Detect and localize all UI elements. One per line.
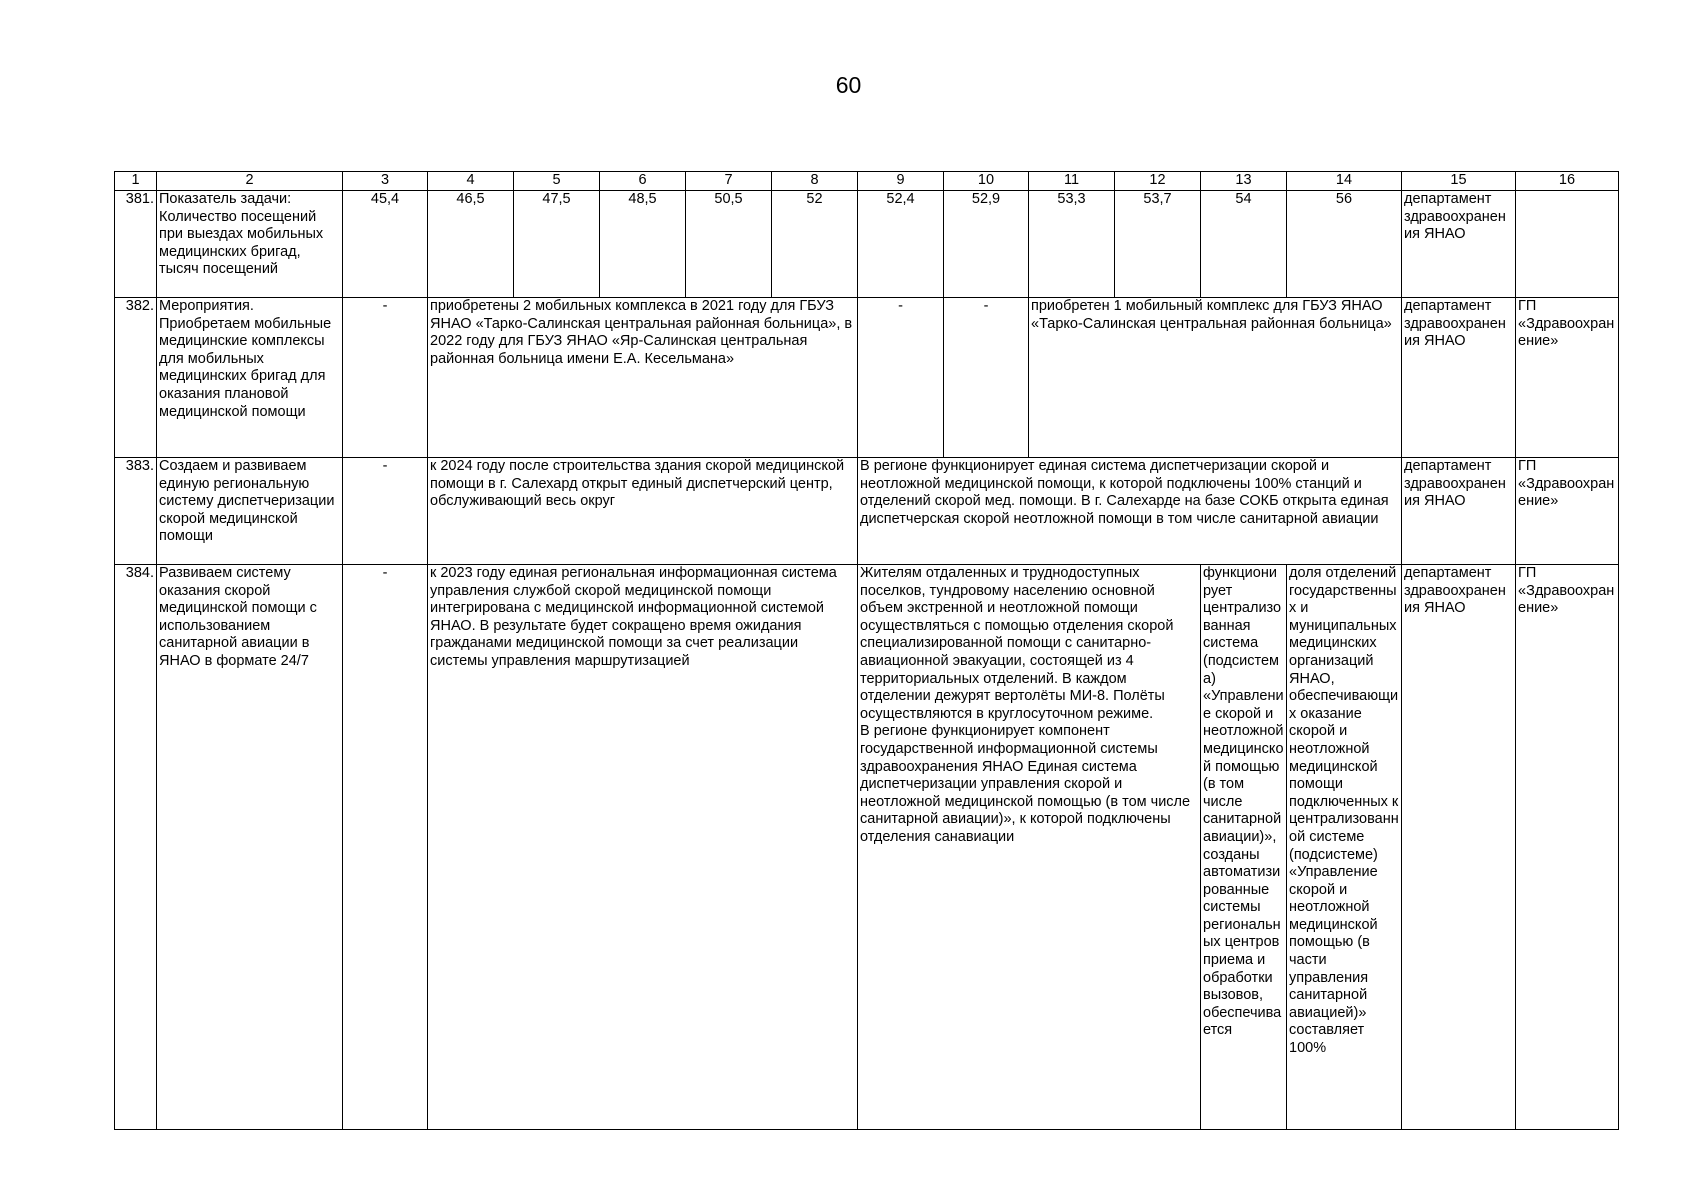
column-header: 4 <box>428 172 514 191</box>
column-header: 5 <box>514 172 600 191</box>
merged-text-cell: к 2023 году единая региональная информационная система управления службой скорой медицинской помощи интегрирована с медицинской информационной системой ЯНАО. В результате будет сокращено время ожидания гражданами медицинской помощи за счет реализации системы управления маршрутизацией <box>428 565 858 1130</box>
value-cell: 53,3 <box>1029 191 1115 298</box>
row-number: 383. <box>115 458 157 565</box>
merged-text-cell: В регионе функционирует единая система диспетчеризации скорой и неотложной медицинской помощи, к которой подключены 100% станций и отделений скорой мед. помощи. В г. Салехарде на базе СОКБ открыта единая диспетчерская скорой неотложной помощи в том числе санитарной авиации <box>858 458 1402 565</box>
value-cell: 54 <box>1201 191 1287 298</box>
value-cell: 50,5 <box>686 191 772 298</box>
row-title: Развиваем систему оказания скорой медицинской помощи с использованием санитарной авиации в ЯНАО в формате 24/7 <box>157 565 343 1130</box>
column-header: 16 <box>1516 172 1619 191</box>
column-header: 1 <box>115 172 157 191</box>
program-cell <box>1516 191 1619 298</box>
value-cell: - <box>944 298 1029 458</box>
value-cell: 52,4 <box>858 191 944 298</box>
header-row <box>115 172 1619 191</box>
paragraph: Жителям отдаленных и труднодоступных поселков, тундровому населению основной объем экстренной и неотложной помощи осуществляться с помощью отделения скорой специализированной помощи с санитарно-авиационной эвакуации, состоящей из 4 территориальных отделений. В каждом отделении дежурят вертолёты МИ-8. Полёты осуществляются в круглосуточном режиме. <box>860 565 1174 722</box>
column-header: 14 <box>1287 172 1402 191</box>
value-cell: 45,4 <box>343 191 428 298</box>
column-header: 3 <box>343 172 428 191</box>
value-cell: 47,5 <box>514 191 600 298</box>
program-cell: ГП «Здравоохранение» <box>1516 298 1619 458</box>
column-header: 13 <box>1201 172 1287 191</box>
value-cell: 56 <box>1287 191 1402 298</box>
column-header: 7 <box>686 172 772 191</box>
column-header: 10 <box>944 172 1029 191</box>
column-header: 11 <box>1029 172 1115 191</box>
responsible-cell: департамент здравоохранения ЯНАО <box>1402 458 1516 565</box>
value-cell: 52 <box>772 191 858 298</box>
responsible-cell: департамент здравоохранения ЯНАО <box>1402 191 1516 298</box>
row-number: 381. <box>115 191 157 298</box>
table-row <box>115 298 1619 458</box>
narrow-text-cell: доля отделений государственных и муниципальных медицинских организаций ЯНАО, обеспечивающих оказание скорой и неотложной медицинской помощи подключенных к централизованной системе (подсистеме) «Управление скорой и неотложной медицинской помощью (в части управления санитарной авиацией)» составляет 100% <box>1287 565 1402 1130</box>
program-cell: ГП «Здравоохранение» <box>1516 458 1619 565</box>
table-row <box>115 191 1619 298</box>
merged-text-cell: приобретен 1 мобильный комплекс для ГБУЗ ЯНАО «Тарко-Салинская центральная районная больница» <box>1029 298 1402 458</box>
merged-text-cell: к 2024 году после строительства здания скорой медицинской помощи в г. Салехард открыт единый диспетчерский центр, обслуживающий весь округ <box>428 458 858 565</box>
value-cell: 46,5 <box>428 191 514 298</box>
paragraph: В регионе функционирует компонент государственной информационной системы здравоохранения ЯНАО Единая система диспетчеризации управления скорой и неотложной медицинской помощью (в том числе санитарной авиации)», к которой подключены отделения санавиации <box>860 723 1191 845</box>
program-cell: ГП «Здравоохранение» <box>1516 565 1619 1130</box>
responsible-cell: департамент здравоохранения ЯНАО <box>1402 565 1516 1130</box>
column-header: 8 <box>772 172 858 191</box>
narrow-text-cell: функционирует централизованная система (подсистема) «Управление скорой и неотложной медицинской помощью (в том числе санитарной авиации)», созданы автоматизированные системы региональных центров приема и обработки вызовов, обеспечивается <box>1201 565 1287 1130</box>
row-number: 382. <box>115 298 157 458</box>
merged-text-cell: приобретены 2 мобильных комплекса в 2021 году для ГБУЗ ЯНАО «Тарко-Салинская центральная районная больница», в 2022 году для ГБУЗ ЯНАО «Яр-Салинская центральная районная больница имени Е.А. Кесельмана» <box>428 298 858 458</box>
table-row <box>115 565 1619 1130</box>
value-cell: - <box>343 298 428 458</box>
value-cell: 53,7 <box>1115 191 1201 298</box>
column-header: 15 <box>1402 172 1516 191</box>
column-header: 2 <box>157 172 343 191</box>
value-cell: - <box>858 298 944 458</box>
column-header: 6 <box>600 172 686 191</box>
page-number: 60 <box>835 72 862 98</box>
column-header: 9 <box>858 172 944 191</box>
indicator-table <box>114 171 1619 1130</box>
responsible-cell: департамент здравоохранения ЯНАО <box>1402 298 1516 458</box>
value-cell: - <box>343 565 428 1130</box>
value-cell: 52,9 <box>944 191 1029 298</box>
row-title: Мероприятия. Приобретаем мобильные медицинские комплексы для мобильных медицинских бригад для оказания плановой медицинской помощи <box>157 298 343 458</box>
table-row <box>115 458 1619 565</box>
row-number: 384. <box>115 565 157 1130</box>
value-cell: 48,5 <box>600 191 686 298</box>
row-title: Показатель задачи: Количество посещений при выездах мобильных медицинских бригад, тысяч посещений <box>157 191 343 298</box>
merged-text-cell <box>858 565 1201 1130</box>
value-cell: - <box>343 458 428 565</box>
column-header: 12 <box>1115 172 1201 191</box>
row-title: Создаем и развиваем единую региональную систему диспетчеризации скорой медицинской помощи <box>157 458 343 565</box>
